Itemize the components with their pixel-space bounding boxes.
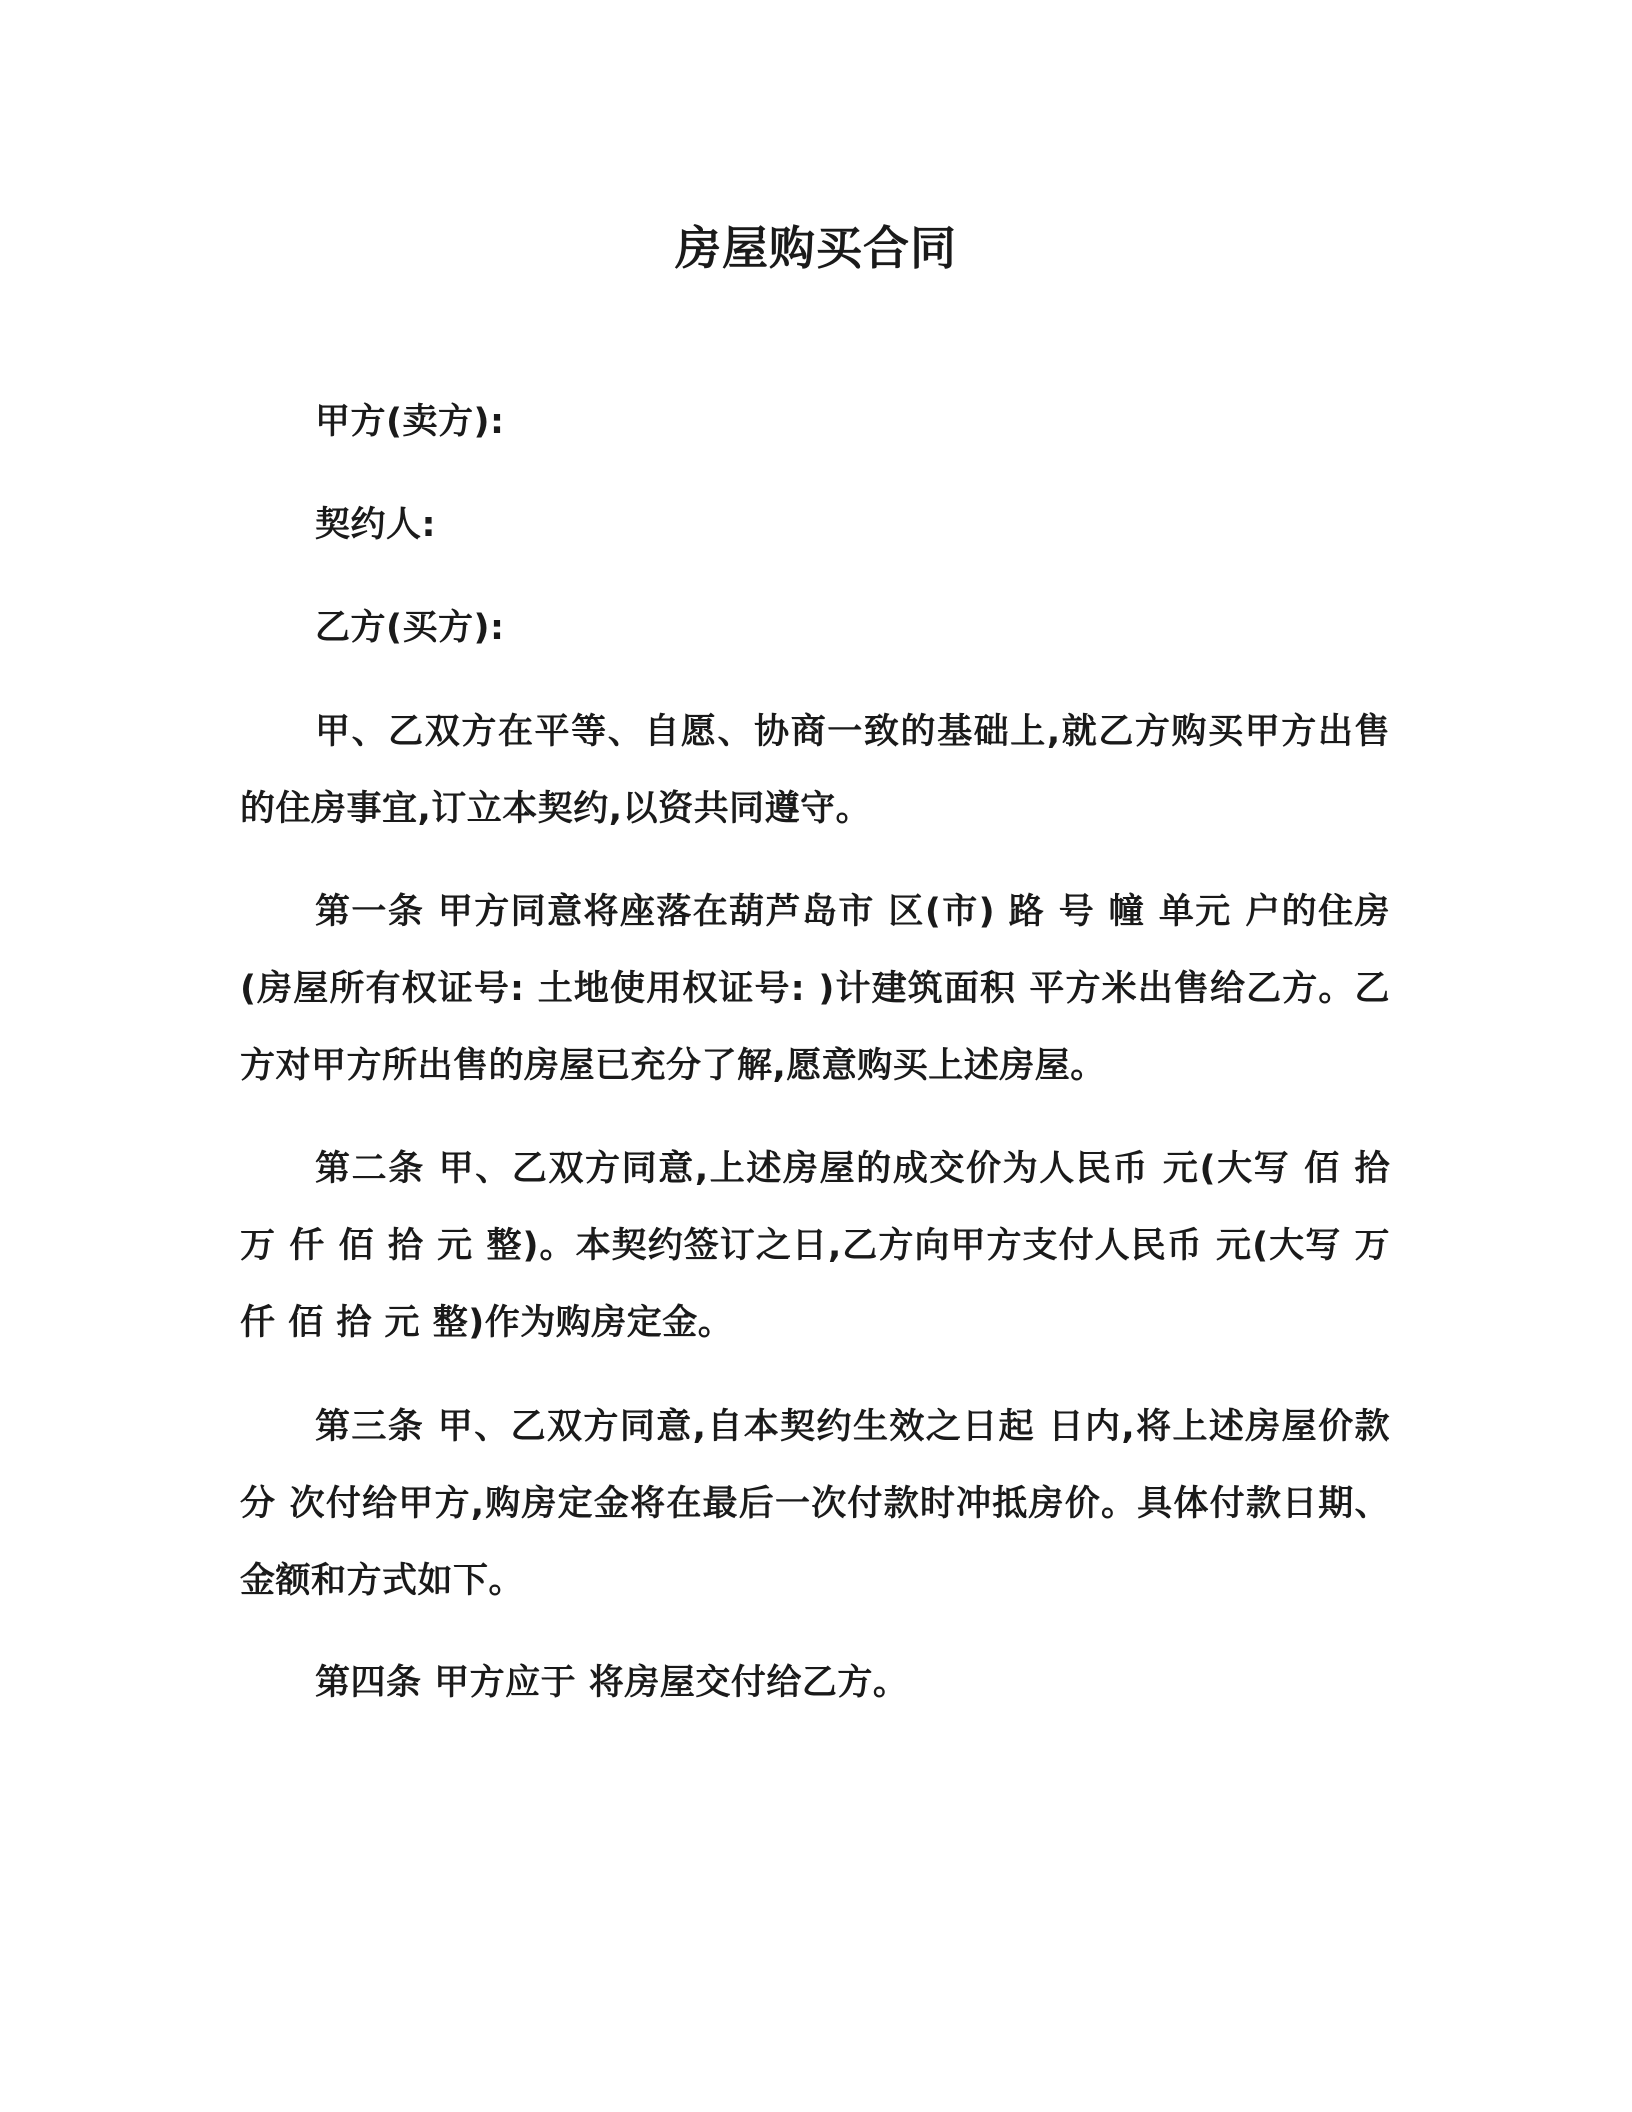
article-2-paragraph: 第二条 甲、乙双方同意,上述房屋的成交价为人民币 元(大写 佰 拾 万 仟 佰 拾 元 整)。本契约签订之日,乙方向甲方支付人民币 元(大写 万 仟 佰 拾 元 整)作为购房定金。 <box>240 1149 1390 1343</box>
document-title: 房屋购买合同 <box>675 221 957 275</box>
article-4-paragraph: 第四条 甲方应于 将房屋交付给乙方。 <box>315 1663 909 1703</box>
article-1-paragraph: 第一条 甲方同意将座落在葫芦岛市 区(市) 路 号 幢 单元 户的住房(房屋所有权证号: 土地使用权证号: )计建筑面积 平方米出售给乙方。乙方对甲方所出售的房屋已充分了解,愿意购买上述房屋。 <box>240 892 1390 1086</box>
preamble-paragraph: 甲、乙双方在平等、自愿、协商一致的基础上,就乙方购买甲方出售的住房事宜,订立本契约,以资共同遵守。 <box>240 712 1390 829</box>
party-a-label: 甲方(卖方): <box>315 402 505 442</box>
party-b-label: 乙方(买方): <box>315 608 505 648</box>
article-3-paragraph: 第三条 甲、乙双方同意,自本契约生效之日起 日内,将上述房屋价款分 次付给甲方,购房定金将在最后一次付款时冲抵房价。具体付款日期、金额和方式如下。 <box>240 1407 1390 1601</box>
signatory-label: 契约人: <box>315 505 436 545</box>
